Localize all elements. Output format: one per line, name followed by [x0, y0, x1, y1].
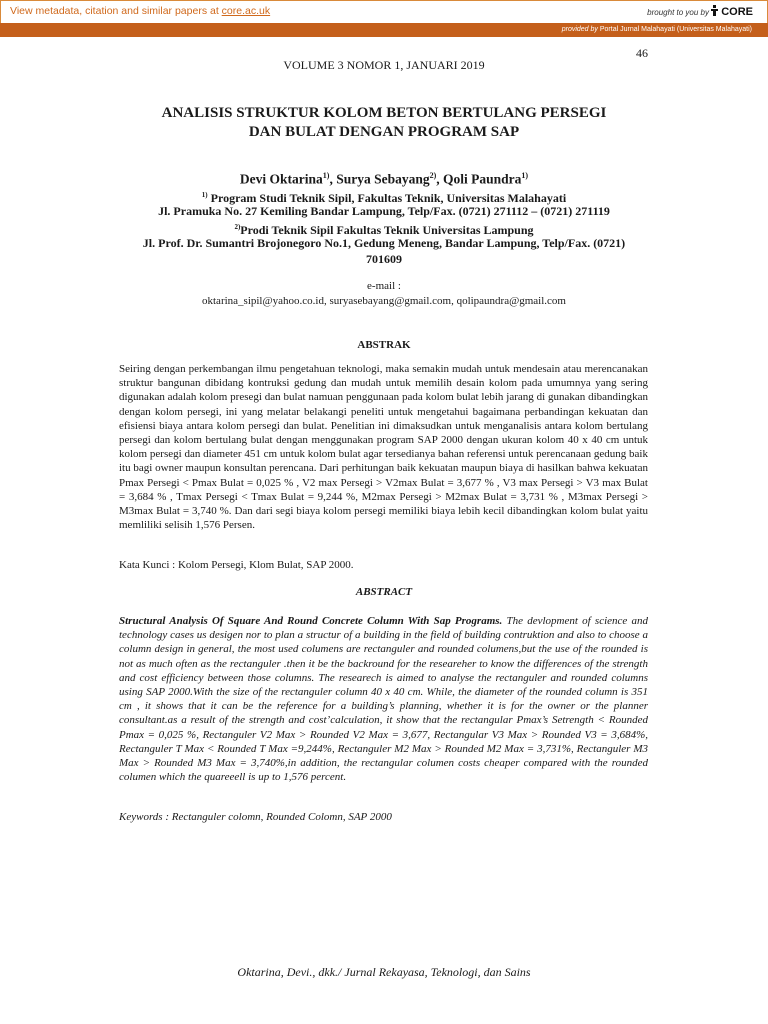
- volume-line: VOLUME 3 NOMOR 1, JANUARI 2019: [283, 58, 485, 72]
- page-footer: Oktarina, Devi., dkk./ Jurnal Rekayasa, Teknologi, dan Sains: [237, 965, 531, 979]
- kata-kunci: Kata Kunci : Kolom Persegi, Klom Bulat, SAP 2000.: [119, 559, 354, 571]
- core-logo-icon: [710, 5, 719, 16]
- core-link[interactable]: core.ac.uk: [221, 5, 271, 17]
- author-name: Surya Sebayang: [336, 171, 430, 187]
- metadata-notice: [10, 5, 270, 17]
- author-name: Devi Oktarina: [239, 171, 323, 187]
- author-sup: 2): [429, 171, 437, 180]
- abstract-heading: ABSTRACT: [355, 586, 413, 598]
- core-metadata-bar: [0, 0, 768, 24]
- affiliation-1-name: Program Studi Teknik Sipil, Fakultas Teknik, Universitas Malahayati: [210, 191, 567, 205]
- provided-source: Portal Jurnal Malahayati (Universitas Malahayati): [599, 26, 752, 33]
- affiliation-1-address: Jl. Pramuka No. 27 Kemiling Bandar Lampung, Telp/Fax. (0721) 271112 – (0721) 271119: [158, 204, 610, 218]
- keywords: Keywords : Rectanguler colomn, Rounded Colomn, SAP 2000: [119, 811, 392, 823]
- affiliation-sup: 1): [201, 191, 208, 199]
- author-name: Qoli Paundra: [443, 171, 522, 187]
- email-label: e-mail :: [367, 280, 401, 292]
- author-list: Devi Oktarina$^{1)}$, Surya Sebayang$^{2)}$, Qoli Paundra$^{1)}$: [239, 171, 529, 187]
- abstract-paragraph: [119, 614, 648, 784]
- core-logo[interactable]: [710, 5, 753, 18]
- author-sup: 1): [322, 171, 330, 180]
- abstrak-heading: ABSTRAK: [357, 339, 411, 351]
- abstrak-paragraph: Seiring dengan perkembangan ilmu pengetahuan teknologi, maka semakin mudah untuk mendesain atau merencanakan struktur bangunan dibidang kontruksi gedung dan mudah untuk memilih desain kolom pada umumnya yang sering digunakan adalah kolom presegi dan bulat namuan penggunaan pada kolom bulat lebih jarang di gunakan dibandingkan dengan kolom persegi, ini yang melatar belakangi peneliti untuk mengetahui bagaimana perbandingan kekuatan dan efisiensi biaya antara kolom persegi dan bulat. Penelitian ini dimaksudkan untuk menganalisis antara kolom bertulang persegi dan kolom bertulang bulat dengan menggunakan program SAP 2000 dengan ukuran kolom 40 x 40 cm untuk kolom persegi dan diameter 451 cm untuk kolom bulat agar tersedianya bahan referensi untuk perencanaan gedung baik itu bagi owner maupun konsultan perencana. Dari perhitungan baik kekuatan maupun biaya di hasilkan bahwa kekuatan Pmax Persegi < Pmax Bulat = 0,025 % , V2 max Persegi > V2max Bulat = 3,677 % , V3 max Persegi > V3 max Bulat = 3,684 % , Tmax Persegi < Tmax Bulat = 9,244 %, M2max Persegi > M2max Bulat = 3,731 % , M3max Persegi > M3max Bulat = 3,740 %. Dan dari segi biaya kolom persegi memiliki biaya lebih kecil dibandingkan kolom bulat yaitu memliliki selisih 1,576 Persen.: [119, 363, 648, 532]
- metadata-text: View metadata, citation and similar papers at: [10, 5, 222, 17]
- affiliation-2-address-line-1: Jl. Prof. Dr. Sumantri Brojonegoro No.1, Gedung Meneng, Bandar Lampung, Telp/Fax. (0721): [142, 236, 626, 250]
- email-list: oktarina_sipil@yahoo.co.id, suryasebayang@gmail.com, qolipaundra@gmail.com: [202, 295, 566, 307]
- brought-to-you-text: brought to you by: [647, 8, 709, 17]
- affiliation-2-address-line-2: 701609: [366, 252, 402, 266]
- provided-by-bar: [0, 23, 768, 37]
- affiliation-2-name: Prodi Teknik Sipil Fakultas Teknik Universitas Lampung: [240, 223, 534, 237]
- author-sup: 1): [521, 171, 529, 180]
- title-line-1: ANALISIS STRUKTUR KOLOM BETON BERTULANG PERSEGI: [161, 105, 607, 121]
- provided-by-label: provided by: [561, 26, 598, 33]
- core-logo-text: CORE: [721, 6, 753, 18]
- abstract-body: The devlopment of science and technology cases us desigen nor to plan a structur of a building in the field of building contruktion and also to choose a column design in general, the most used columens are rectanguler and rounded columens,but the use of the rounded is not as much often as the rectanguler .then it be the backround for the researeher to know the differences of the strength and cost efficiency between those columns. The researech is aimed to analyse the rectanguler and rounded columns using SAP 2000.With the size of the rectanguler column 40 x 40 cm. While, the diameter of the rounded column is 351 cm , it shows that it can be the reference for a building’s planning, whether it is for the owner or the planner consultant.as a result of the strength and cost’calculation, it show that the rectangular Pmax’s Setrength < Rounded Pmax = 0,025 %, Rectanguler V2 Max > Rounded V2 Max = 3,677, Rectangular V3 Max > Rounded V3 = 3,684%, Rectanguler T Max < Rounded T Max =9,244%, Rectanguler M2 Max > Rounded M2 Max = 3,731%, Rectanguler M3 Max > Rounded M3 Max = 3,740%,in addition, the rectangular columen costs cheaper compared with the rounded columen which the quareeell is up to 1,576 percent.: [119, 615, 648, 784]
- paper-title: [120, 104, 648, 142]
- page-number: 46: [636, 46, 648, 60]
- abstract-title: Structural Analysis Of Square And Round Concrete Column With Sap Programs.: [119, 615, 503, 627]
- affiliation-sup: 2): [234, 223, 241, 231]
- title-line-2: DAN BULAT DENGAN PROGRAM SAP: [248, 124, 520, 140]
